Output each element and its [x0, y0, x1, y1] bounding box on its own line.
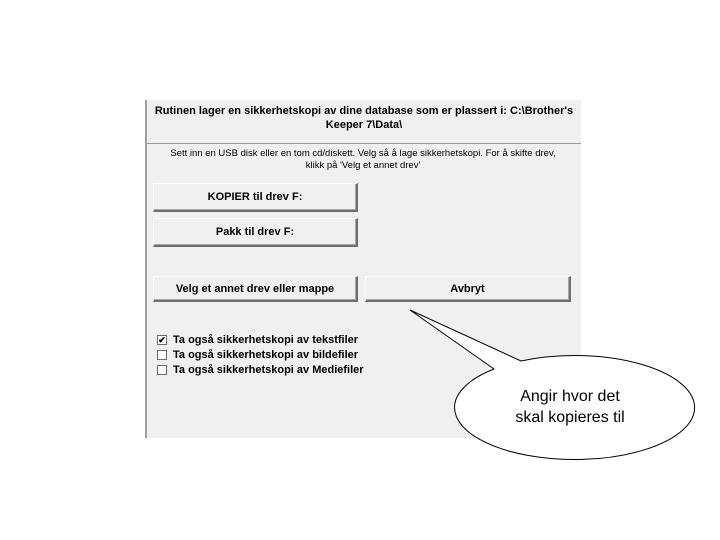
- instructions-line-1: Sett inn en USB disk eller en tom cd/diskett. Velg så å lage sikkerhetskopi. For å skifte drev,: [170, 148, 556, 159]
- choose-other-drive-button[interactable]: Velg et annet drev eller mappe: [153, 276, 358, 302]
- callout-line-2: skal kopieres til: [515, 409, 625, 426]
- textfiles-label: Ta også sikkerhetskopi av tekstfiler: [173, 333, 359, 346]
- mediafiles-label: Ta også sikkerhetskopi av Mediefiler: [173, 363, 364, 376]
- instructions-line-2: klikk på 'Velg et annet drev': [305, 160, 421, 171]
- cancel-button[interactable]: Avbryt: [365, 276, 571, 302]
- header-line-2: Keeper 7\Data\: [325, 119, 403, 131]
- callout-shape: [410, 310, 695, 460]
- pack-to-drive-button[interactable]: Pakk til drev F:: [153, 218, 358, 247]
- textfiles-checkbox[interactable]: ✔: [158, 334, 166, 345]
- copy-to-drive-button[interactable]: KOPIER til drev F:: [153, 183, 358, 212]
- imagefiles-label: Ta også sikkerhetskopi av bildefiler: [173, 348, 359, 361]
- header-line-1: Rutinen lager en sikkerhetskopi av dine database som er plassert i: C:\Brother's: [154, 105, 574, 117]
- callout-line-1: Angir hvor det: [520, 388, 620, 405]
- callout-text: [470, 386, 670, 428]
